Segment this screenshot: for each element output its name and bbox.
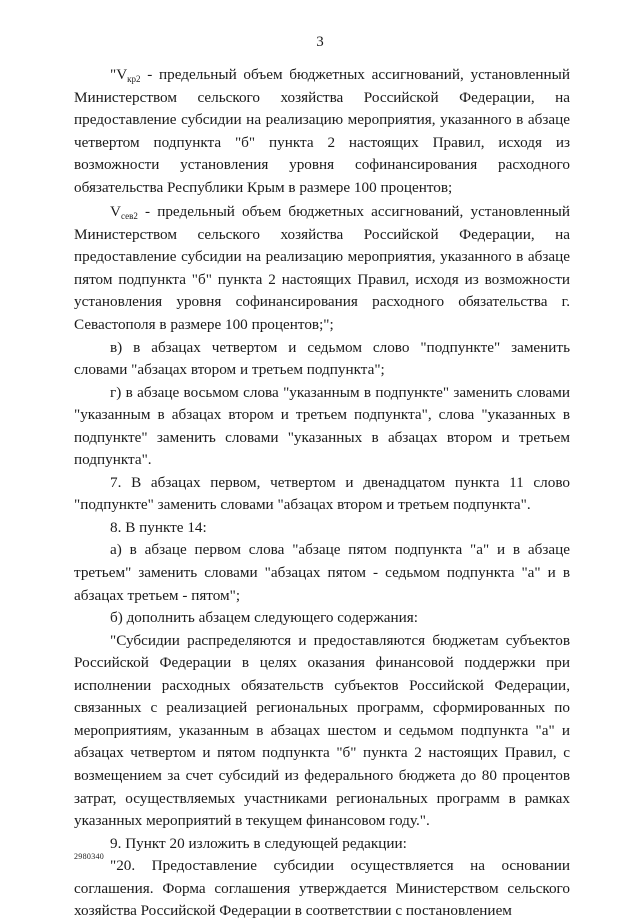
paragraph-v-sev2 (74, 201, 570, 336)
paragraph-item-20: "20. Предоставление субсидии осуществляется на основании соглашения. Форма соглашения утверждается Министерством сельского хозяйства Российской Федерации в соответствии с постановлением (74, 857, 570, 920)
v-kr2-symbol: "V (110, 66, 128, 83)
paragraph-item-8: 8. В пункте 14: (110, 518, 207, 536)
paragraph-item-v: в) в абзацах четвертом и седьмом слово "подпункте" заменить словами "абзацах втором и третьем подпункта"; (74, 338, 570, 379)
v-sev2-symbol: V (110, 203, 121, 221)
paragraph-subsidy-quote: "Субсидии распределяются и предоставляются бюджетам субъектов Российской Федерации в целях оказания финансовой поддержки при исполнении расходных обязательств субъектов Российской Федерации, связанных с реализацией региональных программ, сформированных по мероприятиям, указанным в абзацах шестом и седьмом подпункта "а" и абзацах четвертом и пятом подпункта "б" пункта 2 настоящих Правил, с возмещением за счет субсидий из федерального бюджета до 80 процентов затрат, осуществляемых участниками региональных программ в рамках указанных мероприятий в текущем финансовом году.". (74, 631, 570, 830)
paragraph-item-7: 7. В абзацах первом, четвертом и двенадцатом пункта 11 слово "подпункте" заменить словами "абзацах втором и третьем подпункта". (74, 473, 570, 514)
page-number: 3 (316, 34, 324, 50)
paragraph-item-9: 9. Пункт 20 изложить в следующей редакции: (110, 834, 407, 852)
document-code: 2980340 (74, 852, 105, 861)
paragraph-item-g: г) в абзаце восьмом слова "указанным в подпункте" заменить словами "указанным в абзацах втором и третьем подпункта", слова "указанных в подпункте" заменить словами "указанных в абзацах втором и третьем подпункта". (74, 383, 570, 469)
document-body (74, 64, 570, 923)
paragraph-item-8a: а) в абзаце первом слова "абзаце пятом подпункта "а" и в абзаце третьем" заменить словами "абзацах пятом - седьмом подпункта "а" и в абзацах третьем - пятом"; (74, 541, 570, 604)
v-kr2-definition: - предельный объем бюджетных ассигнований, установленный Министерством сельского хозяйства Российской Федерации, на предоставление субсидии на реализацию мероприятия, указанного в абзаце четвертом подпункта "б" пункта 2 настоящих Правил, исходя из возможности установления уровня софинансирования расходного обязательства Республики Крым в размере 100 процентов; (74, 66, 570, 196)
v-sev2-subscript: сев2 (120, 211, 138, 222)
paragraph-item-8b: б) дополнить абзацем следующего содержания: (110, 609, 418, 627)
v-sev2-definition: - предельный объем бюджетных ассигнований, установленный Министерством сельского хозяйства Российской Федерации, на предоставление субсидии на реализацию мероприятия, указанного в абзаце пятом подпункта "б" пункта 2 настоящих Правил, исходя из возможности установления уровня софинансирования расходного обязательства г. Севастополя в размере 100 процентов;"; (74, 203, 570, 334)
paragraph-v-kr2 (74, 64, 570, 199)
v-kr2-subscript: кр2 (127, 74, 141, 84)
